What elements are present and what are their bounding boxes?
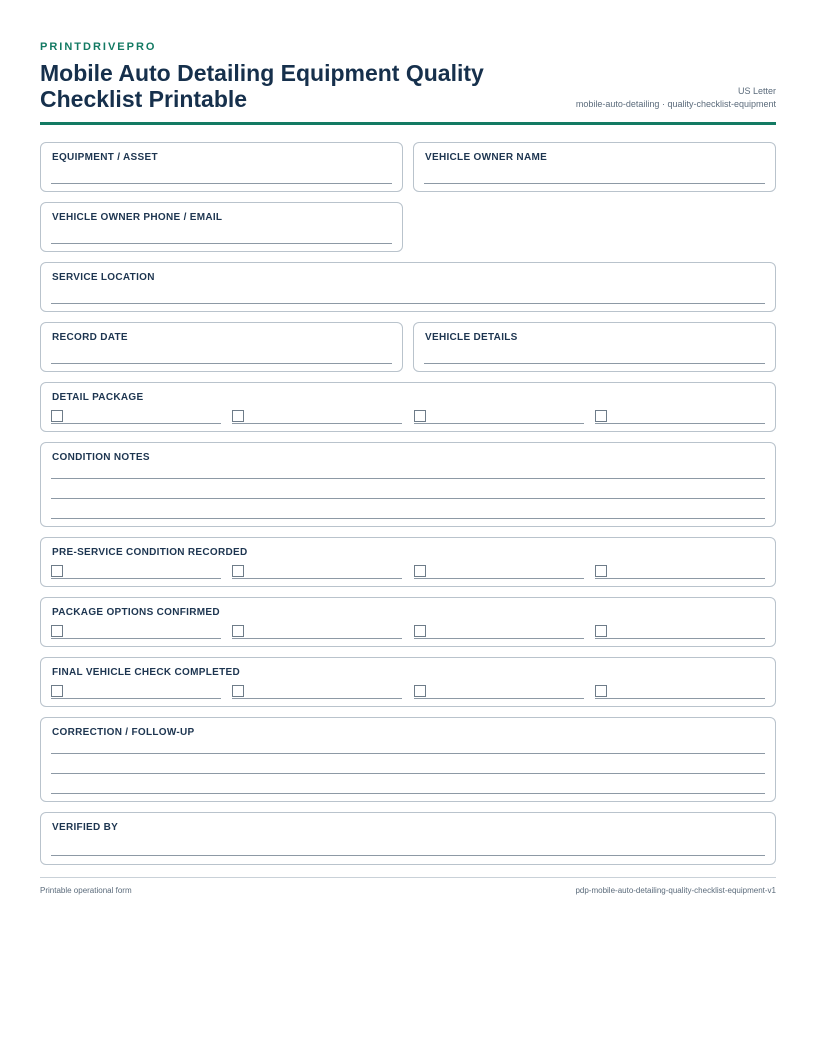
- write-line[interactable]: [51, 793, 765, 794]
- write-line[interactable]: [51, 303, 765, 304]
- detail-package-label: DETAIL PACKAGE: [52, 392, 144, 403]
- owner-contact-field[interactable]: [40, 202, 403, 252]
- checkbox[interactable]: [51, 685, 63, 697]
- write-line[interactable]: [51, 498, 765, 499]
- checkbox-option: [232, 624, 402, 639]
- checkbox[interactable]: [232, 625, 244, 637]
- condition-notes-label: CONDITION NOTES: [52, 452, 150, 463]
- checkbox-row: [51, 624, 765, 640]
- checkbox-option: [51, 624, 221, 639]
- checkbox-option: [232, 409, 402, 424]
- checkbox[interactable]: [595, 685, 607, 697]
- package-options-section: [40, 597, 776, 647]
- checkbox-option: [414, 684, 584, 699]
- record-date-label: RECORD DATE: [52, 332, 128, 343]
- checkbox[interactable]: [51, 410, 63, 422]
- checkbox-option: [51, 684, 221, 699]
- final-check-section: [40, 657, 776, 707]
- checkbox[interactable]: [51, 565, 63, 577]
- write-line[interactable]: [51, 183, 392, 184]
- write-line[interactable]: [424, 183, 765, 184]
- write-line[interactable]: [51, 753, 765, 754]
- checkbox[interactable]: [232, 685, 244, 697]
- write-line[interactable]: [51, 243, 392, 244]
- checkbox[interactable]: [51, 625, 63, 637]
- write-line[interactable]: [424, 363, 765, 364]
- checkbox[interactable]: [414, 565, 426, 577]
- owner-name-field[interactable]: [413, 142, 776, 192]
- correction-label: CORRECTION / FOLLOW-UP: [52, 727, 195, 738]
- owner-name-label: VEHICLE OWNER NAME: [425, 152, 548, 163]
- checkbox-option: [51, 409, 221, 424]
- checkbox[interactable]: [232, 565, 244, 577]
- equipment-field[interactable]: [40, 142, 403, 192]
- footer-note: Printable operational form: [40, 886, 132, 895]
- footer-form-id: pdp-mobile-auto-detailing-quality-checklist-equipment-v1: [575, 886, 776, 895]
- checkbox-option: [414, 564, 584, 579]
- page-title: Mobile Auto Detailing Equipment Quality Checklist Printable: [40, 60, 484, 112]
- checkbox-row: [51, 564, 765, 580]
- equipment-label: EQUIPMENT / ASSET: [52, 152, 158, 163]
- checkbox-option: [595, 624, 765, 639]
- checkbox[interactable]: [595, 410, 607, 422]
- paper-size: US Letter: [737, 86, 776, 96]
- checkbox-option: [414, 624, 584, 639]
- write-line[interactable]: [51, 478, 765, 479]
- checkbox-option: [414, 409, 584, 424]
- service-location-label: SERVICE LOCATION: [52, 272, 155, 283]
- checkbox-option: [51, 564, 221, 579]
- write-line[interactable]: [51, 855, 765, 856]
- checkbox[interactable]: [595, 625, 607, 637]
- checkbox[interactable]: [595, 565, 607, 577]
- owner-contact-label: VEHICLE OWNER PHONE / EMAIL: [52, 212, 223, 223]
- document-meta: [576, 85, 776, 111]
- footer-rule: [40, 877, 776, 878]
- verified-by-field[interactable]: [40, 812, 776, 865]
- write-line[interactable]: [51, 363, 392, 364]
- checkbox-option: [232, 684, 402, 699]
- vehicle-details-field[interactable]: [413, 322, 776, 372]
- checkbox-option: [595, 409, 765, 424]
- vehicle-details-label: VEHICLE DETAILS: [425, 332, 518, 343]
- checkbox-row: [51, 684, 765, 700]
- condition-notes-section[interactable]: [40, 442, 776, 527]
- record-date-field[interactable]: [40, 322, 403, 372]
- brand-name: PRINTDRIVEPRO: [40, 41, 157, 53]
- correction-section[interactable]: [40, 717, 776, 802]
- checkbox[interactable]: [414, 625, 426, 637]
- detail-package-section: [40, 382, 776, 432]
- checkbox-option: [232, 564, 402, 579]
- checkbox[interactable]: [414, 410, 426, 422]
- document-slug: mobile-auto-detailing · quality-checklist-equipment: [575, 99, 776, 109]
- write-line[interactable]: [51, 773, 765, 774]
- checkbox[interactable]: [232, 410, 244, 422]
- write-line[interactable]: [51, 518, 765, 519]
- checkbox[interactable]: [414, 685, 426, 697]
- checkbox-option: [595, 564, 765, 579]
- checkbox-row: [51, 409, 765, 425]
- final-check-label: FINAL VEHICLE CHECK COMPLETED: [52, 667, 240, 678]
- pre-service-label: PRE-SERVICE CONDITION RECORDED: [52, 547, 248, 558]
- pre-service-section: [40, 537, 776, 587]
- service-location-field[interactable]: [40, 262, 776, 312]
- header-rule: [40, 122, 776, 125]
- package-options-label: PACKAGE OPTIONS CONFIRMED: [52, 607, 220, 618]
- checkbox-option: [595, 684, 765, 699]
- verified-by-label: VERIFIED BY: [52, 822, 119, 833]
